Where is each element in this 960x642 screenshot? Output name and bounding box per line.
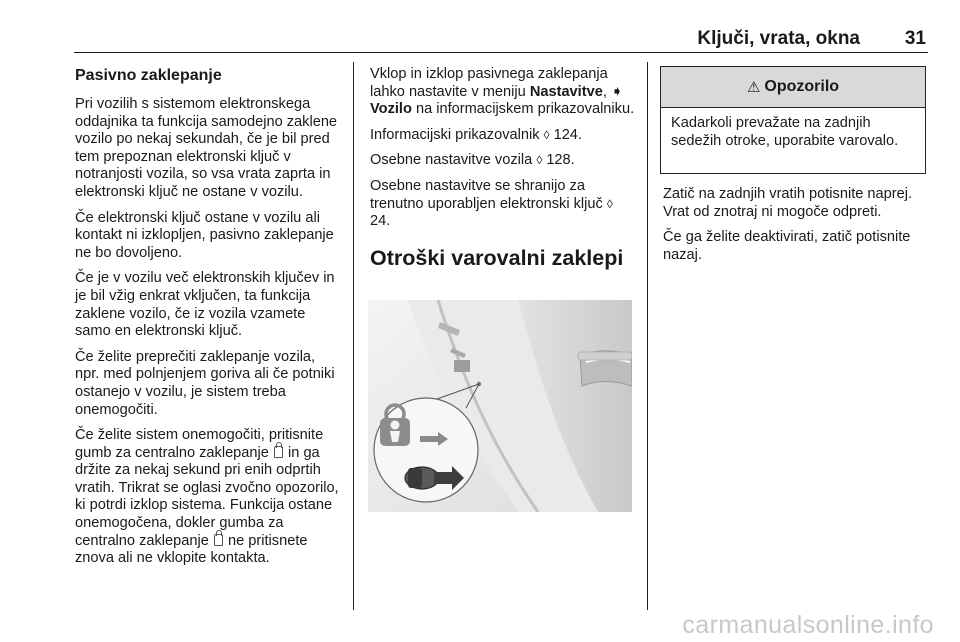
column-child-lock-instructions (663, 186, 925, 272)
header-rule (74, 52, 928, 53)
column-divider-2 (647, 62, 648, 610)
arrow-icon: ➧ (610, 83, 624, 100)
warning-triangle-icon: ⚠ (746, 79, 761, 96)
paragraph-text: Informacijski prikazovalnik (370, 126, 540, 143)
paragraph-text: na informacijskem prikazovalniku. (415, 101, 635, 118)
paragraph (370, 127, 635, 145)
warning-box (660, 66, 926, 174)
column-passive-locking (75, 66, 343, 576)
paragraph (370, 178, 635, 231)
paragraph-text: Osebne nastavitve se shranijo za trenutno uporabljen elektronski ključ (370, 177, 603, 212)
menu-name: Vozilo (370, 101, 412, 118)
paragraph (75, 427, 343, 568)
page-ref-icon: ◊ (606, 196, 613, 211)
page-ref[interactable]: 124. (553, 126, 582, 143)
paragraph: Zatič na zadnjih vratih potisnite naprej. Vrat od znotraj ni mogoče odpreti. (663, 186, 913, 220)
page-ref-icon: ◊ (536, 153, 543, 168)
page-ref-icon: ◊ (543, 127, 550, 142)
page-ref[interactable]: 24. (370, 213, 391, 230)
paragraph: Če želite preprečiti zaklepanje vozila, npr. med polnjenjem goriva ali če potniki ostanejo v vozilu, je sistem treba onemogočiti. (75, 348, 335, 418)
page-ref[interactable]: 128. (546, 152, 575, 169)
warning-text: Kadarkoli prevažate na zadnjih sedežih otroke, uporabite varovalo. (671, 115, 899, 149)
page-number: 31 (904, 28, 926, 49)
paragraph (370, 152, 635, 170)
footer-watermark[interactable]: carmanualsonline.info (682, 611, 934, 639)
paragraph-text: ne pritisnete znova ali ne vklopite kontakta. (75, 532, 308, 567)
column-settings (370, 66, 635, 271)
paragraph (370, 66, 635, 119)
paragraph: Če ga želite deaktivirati, zatič potisnite nazaj. (663, 229, 911, 263)
paragraph-text: Osebne nastavitve vozila (370, 152, 533, 169)
paragraph-text: Vklop in izklop pasivnega zaklepanja lahko nastavite v meniju (370, 66, 608, 100)
section-heading: Otroški varovalni zaklepi (370, 245, 624, 270)
child-lock-illustration (368, 300, 632, 512)
paragraph: Če elektronski ključ ostane v vozilu ali kontakt ni izklopljen, pasivno zaklepanje ne bo dovoljeno. (75, 209, 334, 261)
section-title: Pasivno zaklepanje (75, 67, 222, 84)
menu-name: Nastavitve (529, 83, 603, 100)
paragraph-text: in ga držite za nekaj sekund pri enih odprtih vratih. Trikrat se oglasi zvočno opozorilo, ki potrdi izklop sistema. Funkcija ostane onemogočena, dokler gumba za centralno zaklepanje (75, 444, 339, 549)
column-divider-1 (353, 62, 354, 610)
paragraph: Če je v vozilu več elektronskih ključev in je bil vžig enkrat vključen, ta funkcija zaklene vozilo, če iz vozila vzamete samo en elektronski ključ. (75, 270, 335, 340)
central-lock-icon (214, 534, 223, 546)
warning-title: Opozorilo (764, 78, 840, 95)
paragraph: Pri vozilih s sistemom elektronskega oddajnika ta funkcija samodejno zaklene vozilo po nekaj sekundah, če je bil pred tem prepoznan elektronski ključ v notranjosti vozila, so vsa vrata zaprta in elektronski ključ ne ostane v vozilu. (75, 96, 338, 200)
separator: , (602, 83, 607, 100)
chapter-title: Ključi, vrata, okna (697, 28, 860, 49)
paragraph-text: Če želite sistem onemogočiti, pritisnite gumb za centralno zaklepanje (75, 427, 324, 461)
warning-header (661, 67, 925, 108)
central-lock-icon (274, 446, 283, 458)
